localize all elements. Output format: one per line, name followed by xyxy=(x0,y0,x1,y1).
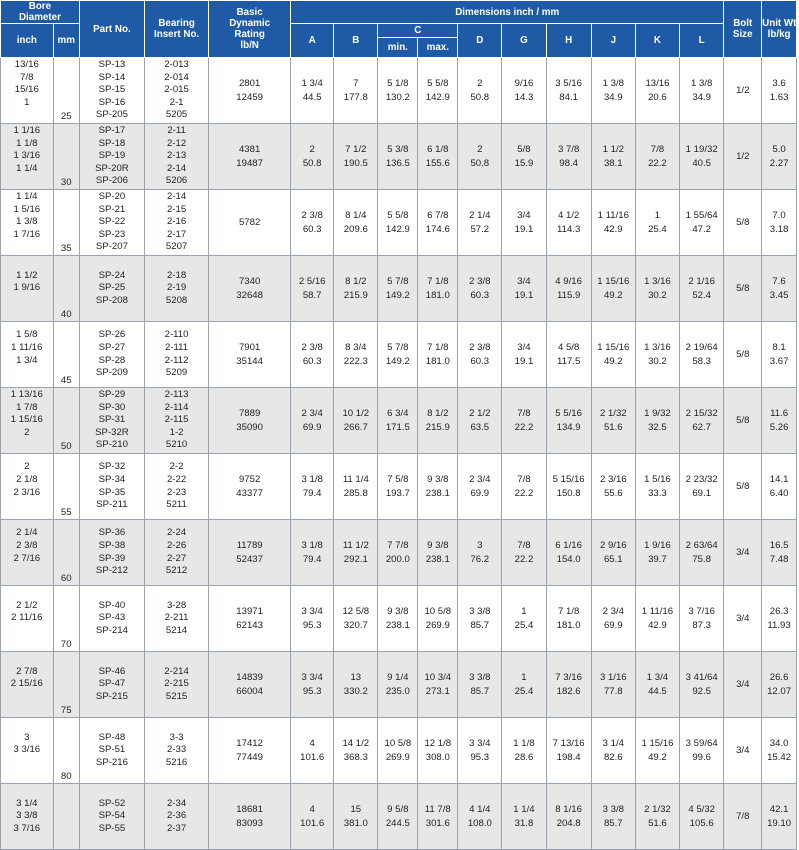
cell-bore-inch: 2 2 1/8 2 3/16 xyxy=(1,454,54,520)
cell-rating: 5782 xyxy=(209,190,291,256)
cell-dim-d: 2 3/8 60.3 xyxy=(458,256,502,322)
cell-bearing-insert: 2-18 2-19 5208 xyxy=(145,256,209,322)
cell-bore-mm: 60 xyxy=(53,520,79,586)
cell-dim-j: 1 15/16 49.2 xyxy=(591,256,635,322)
header-inch: inch xyxy=(1,24,54,58)
cell-dim-c-max: 10 3/4 273.1 xyxy=(418,652,458,718)
table-row xyxy=(1,784,797,850)
cell-dim-j: 3 1/16 77.8 xyxy=(591,652,635,718)
cell-unit-weight: 26.6 12.07 xyxy=(762,652,797,718)
cell-dim-g: 1 25.4 xyxy=(502,652,546,718)
cell-dim-j: 1 3/8 34.9 xyxy=(591,58,635,124)
table-row xyxy=(1,190,797,256)
cell-bolt-size: 5/8 xyxy=(724,388,762,454)
cell-part-no: SP-17 SP-18 SP-19 SP-20R SP-206 xyxy=(79,124,144,190)
cell-rating: 7889 35090 xyxy=(209,388,291,454)
cell-dim-c-min: 9 3/8 238.1 xyxy=(378,586,418,652)
cell-dim-b: 11 1/2 292.1 xyxy=(334,520,378,586)
cell-dim-b: 14 1/2 368.3 xyxy=(334,718,378,784)
cell-bearing-insert: 2-24 2-26 2-27 5212 xyxy=(145,520,209,586)
cell-bearing-insert: 2-110 2-111 2-112 5209 xyxy=(145,322,209,388)
cell-dim-g: 7/8 22.2 xyxy=(502,454,546,520)
cell-bolt-size: 1/2 xyxy=(724,124,762,190)
cell-bore-mm: 45 xyxy=(53,322,79,388)
cell-dim-k: 7/8 22.2 xyxy=(635,124,679,190)
header-basic-dynamic-rating: Basic Dynamic Rating lb/N xyxy=(209,1,291,58)
cell-dim-l: 2 63/64 75.8 xyxy=(680,520,724,586)
cell-rating: 7340 32648 xyxy=(209,256,291,322)
cell-dim-l: 3 41/64 92.5 xyxy=(680,652,724,718)
cell-dim-a: 3 1/8 79.4 xyxy=(291,454,334,520)
cell-bearing-insert: 2-14 2-15 2-16 2-17 5207 xyxy=(145,190,209,256)
cell-dim-b: 8 1/4 209.6 xyxy=(334,190,378,256)
cell-dim-j: 3 1/4 82.6 xyxy=(591,718,635,784)
cell-dim-g: 3/4 19.1 xyxy=(502,256,546,322)
cell-dim-c-max: 11 7/8 301.6 xyxy=(418,784,458,850)
cell-dim-c-min: 7 7/8 200.0 xyxy=(378,520,418,586)
cell-unit-weight: 11.6 5.26 xyxy=(762,388,797,454)
cell-dim-a: 2 3/8 60.3 xyxy=(291,322,334,388)
cell-dim-c-max: 12 1/8 308.0 xyxy=(418,718,458,784)
cell-dim-d: 3 3/8 85.7 xyxy=(458,586,502,652)
cell-bearing-insert: 2-11 2-12 2-13 2-14 5206 xyxy=(145,124,209,190)
cell-dim-h: 7 3/16 182.6 xyxy=(546,652,591,718)
header-c-max: max. xyxy=(418,38,458,58)
cell-dim-l: 1 3/8 34.9 xyxy=(680,58,724,124)
table-row xyxy=(1,652,797,718)
cell-part-no: SP-52 SP-54 SP-55 xyxy=(79,784,144,850)
cell-dim-c-max: 7 1/8 181.0 xyxy=(418,322,458,388)
cell-dim-j: 2 9/16 65.1 xyxy=(591,520,635,586)
cell-unit-weight: 16.5 7.48 xyxy=(762,520,797,586)
table-row xyxy=(1,322,797,388)
cell-dim-a: 2 5/16 58.7 xyxy=(291,256,334,322)
table-row xyxy=(1,520,797,586)
cell-dim-a: 2 3/8 60.3 xyxy=(291,190,334,256)
cell-rating: 2801 12459 xyxy=(209,58,291,124)
cell-dim-j: 3 3/8 85.7 xyxy=(591,784,635,850)
cell-dim-h: 5 15/16 150.8 xyxy=(546,454,591,520)
cell-bearing-insert: 3-28 2-211 5214 xyxy=(145,586,209,652)
cell-bore-inch: 2 7/8 2 15/16 xyxy=(1,652,54,718)
header-bolt-size: Bolt Size xyxy=(724,1,762,58)
cell-dim-l: 2 23/32 69.1 xyxy=(680,454,724,520)
cell-dim-c-max: 7 1/8 181.0 xyxy=(418,256,458,322)
cell-dim-c-min: 10 5/8 269.9 xyxy=(378,718,418,784)
cell-dim-c-min: 6 3/4 171.5 xyxy=(378,388,418,454)
table-row xyxy=(1,256,797,322)
cell-dim-g: 3/4 19.1 xyxy=(502,322,546,388)
cell-bearing-insert: 2-214 2-215 5215 xyxy=(145,652,209,718)
cell-dim-b: 12 5/8 320.7 xyxy=(334,586,378,652)
cell-bore-mm: 40 xyxy=(53,256,79,322)
cell-dim-g: 7/8 22.2 xyxy=(502,520,546,586)
cell-dim-a: 1 3/4 44.5 xyxy=(291,58,334,124)
cell-dim-k: 1 3/16 30.2 xyxy=(635,256,679,322)
cell-dim-c-min: 9 1/4 235.0 xyxy=(378,652,418,718)
cell-dim-b: 7 177.8 xyxy=(334,58,378,124)
cell-dim-c-max: 5 5/8 142.9 xyxy=(418,58,458,124)
cell-part-no: SP-24 SP-25 SP-208 xyxy=(79,256,144,322)
cell-bore-inch: 2 1/4 2 3/8 2 7/16 xyxy=(1,520,54,586)
cell-part-no: SP-29 SP-30 SP-31 SP-32R SP-210 xyxy=(79,388,144,454)
header-c-min: min. xyxy=(378,38,418,58)
cell-dim-k: 1 15/16 49.2 xyxy=(635,718,679,784)
cell-rating: 9752 43377 xyxy=(209,454,291,520)
cell-dim-k: 1 25.4 xyxy=(635,190,679,256)
cell-dim-d: 3 3/8 85.7 xyxy=(458,652,502,718)
cell-dim-d: 3 76.2 xyxy=(458,520,502,586)
table-row xyxy=(1,388,797,454)
cell-dim-l: 2 15/32 62.7 xyxy=(680,388,724,454)
cell-bore-mm: 35 xyxy=(53,190,79,256)
cell-bore-inch: 1 1/16 1 1/8 1 3/16 1 1/4 xyxy=(1,124,54,190)
cell-dim-k: 1 3/16 30.2 xyxy=(635,322,679,388)
cell-dim-h: 3 5/16 84.1 xyxy=(546,58,591,124)
cell-dim-c-min: 5 5/8 142.9 xyxy=(378,190,418,256)
cell-dim-h: 4 5/8 117.5 xyxy=(546,322,591,388)
cell-dim-j: 2 3/4 69.9 xyxy=(591,586,635,652)
cell-dim-d: 2 1/4 57.2 xyxy=(458,190,502,256)
cell-dim-a: 3 1/8 79.4 xyxy=(291,520,334,586)
header-dim-j: J xyxy=(591,24,635,58)
cell-unit-weight: 5.0 2.27 xyxy=(762,124,797,190)
header-part-no: Part No. xyxy=(79,1,144,58)
cell-dim-c-max: 6 7/8 174.6 xyxy=(418,190,458,256)
table-row xyxy=(1,124,797,190)
cell-dim-l: 3 59/64 99.6 xyxy=(680,718,724,784)
cell-dim-j: 1 11/16 42.9 xyxy=(591,190,635,256)
cell-dim-b: 8 3/4 222.3 xyxy=(334,322,378,388)
cell-dim-h: 7 13/16 198.4 xyxy=(546,718,591,784)
cell-bore-inch: 1 13/16 1 7/8 1 15/16 2 xyxy=(1,388,54,454)
cell-dim-l: 3 7/16 87.3 xyxy=(680,586,724,652)
cell-dim-l: 2 19/64 58.3 xyxy=(680,322,724,388)
cell-dim-b: 13 330.2 xyxy=(334,652,378,718)
cell-dim-j: 1 15/16 49.2 xyxy=(591,322,635,388)
header-dim-d: D xyxy=(458,24,502,58)
cell-bore-inch: 1 1/2 1 9/16 xyxy=(1,256,54,322)
cell-bolt-size: 5/8 xyxy=(724,190,762,256)
cell-dim-l: 1 55/64 47.2 xyxy=(680,190,724,256)
table-header xyxy=(1,1,797,58)
cell-bore-mm xyxy=(53,784,79,850)
cell-dim-d: 3 3/4 95.3 xyxy=(458,718,502,784)
cell-dim-g: 9/16 14.3 xyxy=(502,58,546,124)
cell-unit-weight: 34.0 15.42 xyxy=(762,718,797,784)
cell-dim-k: 1 9/16 39.7 xyxy=(635,520,679,586)
cell-dim-c-max: 9 3/8 238.1 xyxy=(418,454,458,520)
cell-rating: 18681 83093 xyxy=(209,784,291,850)
table-row xyxy=(1,718,797,784)
cell-bore-mm: 75 xyxy=(53,652,79,718)
cell-dim-c-min: 9 5/8 244.5 xyxy=(378,784,418,850)
header-dim-l: L xyxy=(680,24,724,58)
cell-bore-mm: 50 xyxy=(53,388,79,454)
cell-rating: 13971 62143 xyxy=(209,586,291,652)
cell-part-no: SP-20 SP-21 SP-22 SP-23 SP-207 xyxy=(79,190,144,256)
header-dim-c: C xyxy=(378,24,458,38)
table-row xyxy=(1,58,797,124)
cell-part-no: SP-32 SP-34 SP-35 SP-211 xyxy=(79,454,144,520)
cell-dim-j: 2 3/16 55.6 xyxy=(591,454,635,520)
cell-dim-b: 11 1/4 285.8 xyxy=(334,454,378,520)
cell-dim-h: 3 7/8 98.4 xyxy=(546,124,591,190)
cell-part-no: SP-48 SP-51 SP-216 xyxy=(79,718,144,784)
cell-bolt-size: 3/4 xyxy=(724,520,762,586)
cell-dim-c-max: 9 3/8 238.1 xyxy=(418,520,458,586)
cell-unit-weight: 8.1 3.67 xyxy=(762,322,797,388)
cell-dim-a: 2 3/4 69.9 xyxy=(291,388,334,454)
cell-bore-inch: 13/16 7/8 15/16 1 xyxy=(1,58,54,124)
cell-unit-weight: 3.6 1.63 xyxy=(762,58,797,124)
cell-dim-d: 2 1/2 63.5 xyxy=(458,388,502,454)
cell-dim-a: 3 3/4 95.3 xyxy=(291,652,334,718)
cell-bearing-insert: 2-113 2-114 2-115 1-2 5210 xyxy=(145,388,209,454)
header-dim-g: G xyxy=(502,24,546,58)
cell-dim-k: 1 9/32 32.5 xyxy=(635,388,679,454)
table-row xyxy=(1,454,797,520)
cell-dim-l: 2 1/16 52.4 xyxy=(680,256,724,322)
cell-rating: 17412 77449 xyxy=(209,718,291,784)
cell-part-no: SP-46 SP-47 SP-215 xyxy=(79,652,144,718)
cell-dim-h: 5 5/16 134.9 xyxy=(546,388,591,454)
cell-dim-l: 4 5/32 105.6 xyxy=(680,784,724,850)
header-dim-a: A xyxy=(291,24,334,58)
table-row xyxy=(1,586,797,652)
cell-bore-mm: 55 xyxy=(53,454,79,520)
cell-dim-b: 8 1/2 215.9 xyxy=(334,256,378,322)
cell-dim-g: 5/8 15.9 xyxy=(502,124,546,190)
header-dim-k: K xyxy=(635,24,679,58)
header-bearing-insert-no: Bearing Insert No. xyxy=(145,1,209,58)
cell-part-no: SP-13 SP-14 SP-15 SP-16 SP-205 xyxy=(79,58,144,124)
cell-bore-inch: 3 3 3/16 xyxy=(1,718,54,784)
cell-dim-d: 2 3/4 69.9 xyxy=(458,454,502,520)
header-bore-diameter: Bore Diameter xyxy=(1,1,80,24)
cell-bearing-insert: 2-2 2-22 2-23 5211 xyxy=(145,454,209,520)
cell-part-no: SP-40 SP-43 SP-214 xyxy=(79,586,144,652)
cell-dim-h: 4 9/16 115.9 xyxy=(546,256,591,322)
cell-dim-d: 2 3/8 60.3 xyxy=(458,322,502,388)
cell-part-no: SP-26 SP-27 SP-28 SP-209 xyxy=(79,322,144,388)
cell-bore-mm: 25 xyxy=(53,58,79,124)
cell-dim-l: 1 19/32 40.5 xyxy=(680,124,724,190)
cell-dim-k: 2 1/32 51.6 xyxy=(635,784,679,850)
cell-bore-mm: 30 xyxy=(53,124,79,190)
cell-dim-c-max: 8 1/2 215.9 xyxy=(418,388,458,454)
cell-dim-g: 7/8 22.2 xyxy=(502,388,546,454)
cell-unit-weight: 14.1 6.40 xyxy=(762,454,797,520)
cell-dim-g: 1 1/4 31.8 xyxy=(502,784,546,850)
cell-bore-inch: 2 1/2 2 11/16 xyxy=(1,586,54,652)
cell-dim-c-min: 5 7/8 149.2 xyxy=(378,322,418,388)
cell-dim-k: 1 11/16 42.9 xyxy=(635,586,679,652)
cell-bolt-size: 3/4 xyxy=(724,718,762,784)
cell-unit-weight: 7.6 3.45 xyxy=(762,256,797,322)
header-unit-weight: Unit Wt. lb/kg xyxy=(762,1,797,58)
cell-bolt-size: 1/2 xyxy=(724,58,762,124)
cell-part-no: SP-36 SP-38 SP-39 SP-212 xyxy=(79,520,144,586)
cell-dim-k: 1 5/16 33.3 xyxy=(635,454,679,520)
cell-bolt-size: 3/4 xyxy=(724,652,762,718)
header-dim-b: B xyxy=(334,24,378,58)
cell-dim-c-min: 7 5/8 193.7 xyxy=(378,454,418,520)
cell-dim-g: 1 25.4 xyxy=(502,586,546,652)
cell-dim-k: 1 3/4 44.5 xyxy=(635,652,679,718)
cell-bolt-size: 5/8 xyxy=(724,322,762,388)
cell-rating: 14839 66004 xyxy=(209,652,291,718)
cell-dim-a: 4 101.6 xyxy=(291,718,334,784)
cell-bore-inch: 1 1/4 1 5/16 1 3/8 1 7/16 xyxy=(1,190,54,256)
cell-bolt-size: 7/8 xyxy=(724,784,762,850)
cell-dim-c-max: 6 1/8 155.6 xyxy=(418,124,458,190)
cell-dim-d: 2 50.8 xyxy=(458,58,502,124)
cell-dim-b: 10 1/2 266.7 xyxy=(334,388,378,454)
cell-bore-mm: 70 xyxy=(53,586,79,652)
cell-dim-c-min: 5 7/8 149.2 xyxy=(378,256,418,322)
cell-dim-j: 2 1/32 51.6 xyxy=(591,388,635,454)
cell-bore-mm: 80 xyxy=(53,718,79,784)
cell-dim-b: 15 381.0 xyxy=(334,784,378,850)
cell-bearing-insert: 3-3 2-33 5216 xyxy=(145,718,209,784)
cell-dim-k: 13/16 20.6 xyxy=(635,58,679,124)
cell-dim-a: 3 3/4 95.3 xyxy=(291,586,334,652)
cell-bolt-size: 3/4 xyxy=(724,586,762,652)
cell-dim-h: 7 1/8 181.0 xyxy=(546,586,591,652)
header-mm: mm xyxy=(53,24,79,58)
cell-bearing-insert: 2-013 2-014 2-015 2-1 5205 xyxy=(145,58,209,124)
cell-dim-a: 4 101.6 xyxy=(291,784,334,850)
cell-rating: 4381 19487 xyxy=(209,124,291,190)
cell-rating: 11789 52437 xyxy=(209,520,291,586)
header-dim-h: H xyxy=(546,24,591,58)
header-dimensions: Dimensions inch / mm xyxy=(291,1,724,24)
cell-bolt-size: 5/8 xyxy=(724,454,762,520)
cell-bore-inch: 3 1/4 3 3/8 3 7/16 xyxy=(1,784,54,850)
cell-dim-h: 8 1/16 204.8 xyxy=(546,784,591,850)
cell-bolt-size: 5/8 xyxy=(724,256,762,322)
cell-dim-g: 1 1/8 28.6 xyxy=(502,718,546,784)
cell-unit-weight: 26.3 11.93 xyxy=(762,586,797,652)
cell-dim-g: 3/4 19.1 xyxy=(502,190,546,256)
cell-bearing-insert: 2-34 2-36 2-37 xyxy=(145,784,209,850)
cell-dim-a: 2 50.8 xyxy=(291,124,334,190)
cell-unit-weight: 42.1 19.10 xyxy=(762,784,797,850)
cell-dim-c-min: 5 3/8 136.5 xyxy=(378,124,418,190)
cell-dim-j: 1 1/2 38.1 xyxy=(591,124,635,190)
cell-dim-c-max: 10 5/8 269.9 xyxy=(418,586,458,652)
cell-bore-inch: 1 5/8 1 11/16 1 3/4 xyxy=(1,322,54,388)
cell-dim-b: 7 1/2 190.5 xyxy=(334,124,378,190)
cell-rating: 7901 35144 xyxy=(209,322,291,388)
cell-dim-d: 2 50.8 xyxy=(458,124,502,190)
cell-unit-weight: 7.0 3.18 xyxy=(762,190,797,256)
cell-dim-h: 6 1/16 154.0 xyxy=(546,520,591,586)
cell-dim-c-min: 5 1/8 130.2 xyxy=(378,58,418,124)
cell-dim-d: 4 1/4 108.0 xyxy=(458,784,502,850)
cell-dim-h: 4 1/2 114.3 xyxy=(546,190,591,256)
table-body xyxy=(1,58,797,850)
